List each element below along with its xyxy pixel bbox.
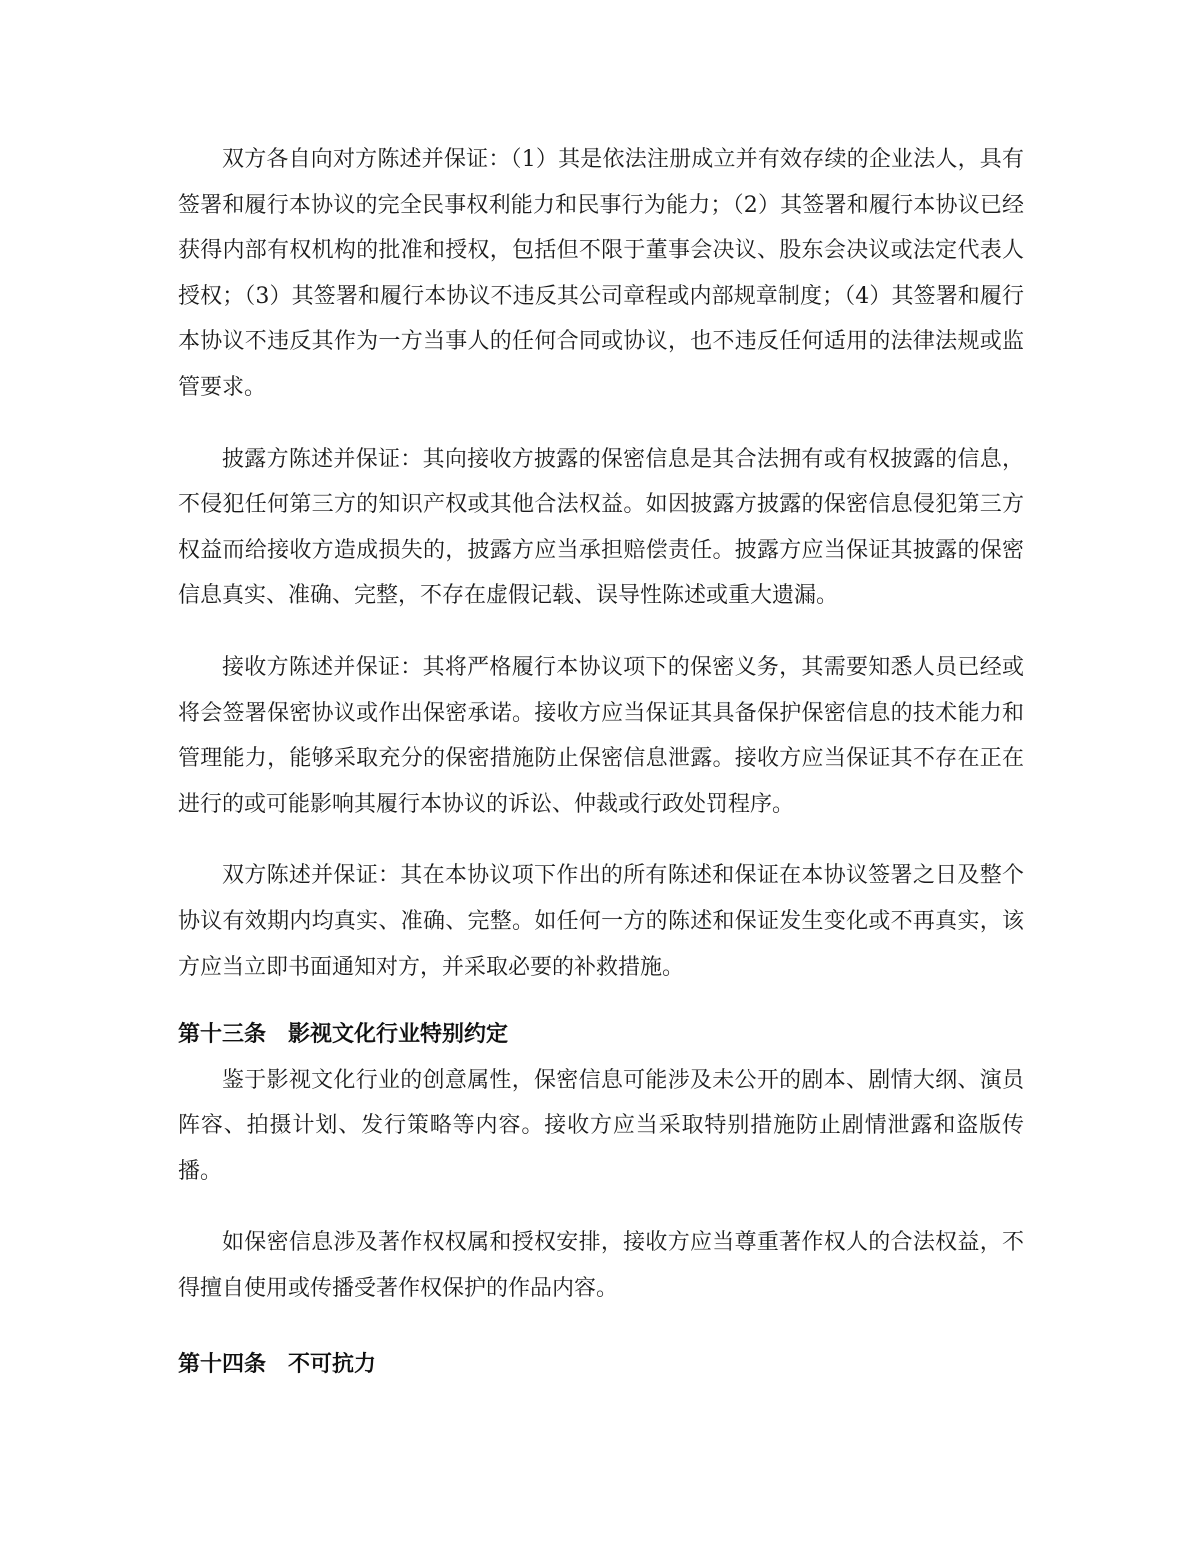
article-13-paragraph-2: 如保密信息涉及著作权权属和授权安排，接收方应当尊重著作权人的合法权益，不得擅自使用或传播受著作权保护的作品内容。 [178,1230,1024,1302]
paragraph-recipient-representations: 接收方陈述并保证：其将严格履行本协议项下的保密义务，其需要知悉人员已经或将会签署保密协议或作出保密承诺。接收方应当保证其具备保护保密信息的技术能力和管理能力，能够采取充分的保密措施防止保密信息泄露。接收方应当保证其不存在正在进行的或可能影响其履行本协议的诉讼、仲裁或行政处罚程序。 [178,654,1024,817]
article-14-heading [178,1342,1024,1388]
paragraph-mutual-representations: 双方各自向对方陈述并保证：（1）其是依法注册成立并有效存续的企业法人，具有签署和履行本协议的完全民事权利能力和民事行为能力；（2）其签署和履行本协议已经获得内部有权机构的批准和授权，包括但不限于董事会决议、股东会决议或法定代表人授权；（3）其签署和履行本协议不违反其公司章程或内部规章制度；（4）其签署和履行本协议不违反其作为一方当事人的任何合同或协议，也不违反任何适用的法律法规或监管要求。 [178,147,1024,400]
article-13-number: 第十三条 [178,1022,267,1048]
paragraph-representations-validity: 双方陈述并保证：其在本协议项下作出的所有陈述和保证在本协议签署之日及整个协议有效期内均真实、准确、完整。如任何一方的陈述和保证发生变化或不再真实，该方应当立即书面通知对方，并采取必要的补救措施。 [178,863,1024,980]
article-13-heading [178,1012,1024,1058]
article-14-number: 第十四条 [178,1351,267,1377]
article-13-paragraph-1: 鉴于影视文化行业的创意属性，保密信息可能涉及未公开的剧本、剧情大纲、演员阵容、拍摄计划、发行策略等内容。接收方应当采取特别措施防止剧情泄露和盗版传播。 [178,1067,1024,1184]
paragraph-discloser-representations: 披露方陈述并保证：其向接收方披露的保密信息是其合法拥有或有权披露的信息，不侵犯任何第三方的知识产权或其他合法权益。如因披露方披露的保密信息侵犯第三方权益而给接收方造成损失的，披露方应当承担赔偿责任。披露方应当保证其披露的保密信息真实、准确、完整，不存在虚假记载、误导性陈述或重大遗漏。 [178,446,1024,609]
article-13-title: 影视文化行业特别约定 [288,1022,509,1048]
article-14-title: 不可抗力 [288,1351,377,1377]
document-body [178,137,1024,1387]
